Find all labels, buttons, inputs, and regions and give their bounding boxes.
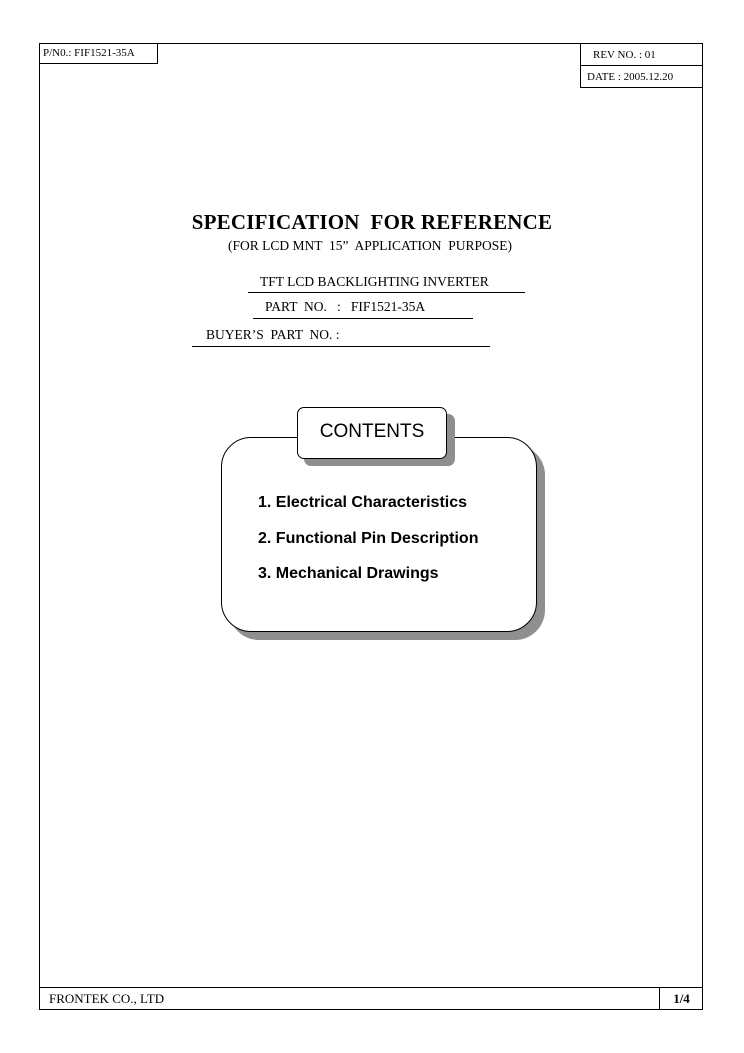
document-title: SPECIFICATION FOR REFERENCE xyxy=(191,210,553,234)
contents-heading: CONTENTS xyxy=(297,407,447,459)
footer-page-number: 1/4 xyxy=(659,987,703,1010)
date-box: DATE : 2005.12.20 xyxy=(580,65,703,88)
contents-item-mechanical: 3. Mechanical Drawings xyxy=(258,565,439,582)
part-number-box: P/N0.: FIF1521-35A xyxy=(39,43,158,64)
footer-company: FRONTEK CO., LTD xyxy=(39,987,660,1010)
revision-box: REV NO. : 01 xyxy=(580,43,703,66)
part-no-line: PART NO. : FIF1521-35A xyxy=(253,299,473,319)
product-name-line: TFT LCD BACKLIGHTING INVERTER xyxy=(248,274,525,293)
contents-item-electrical: 1. Electrical Characteristics xyxy=(258,494,468,511)
buyer-part-no-line: BUYER’S PART NO. : xyxy=(192,327,490,347)
contents-item-pin-description: 2. Functional Pin Description xyxy=(258,530,479,547)
document-subtitle: (FOR LCD MNT 15” APPLICATION PURPOSE) xyxy=(227,238,513,253)
